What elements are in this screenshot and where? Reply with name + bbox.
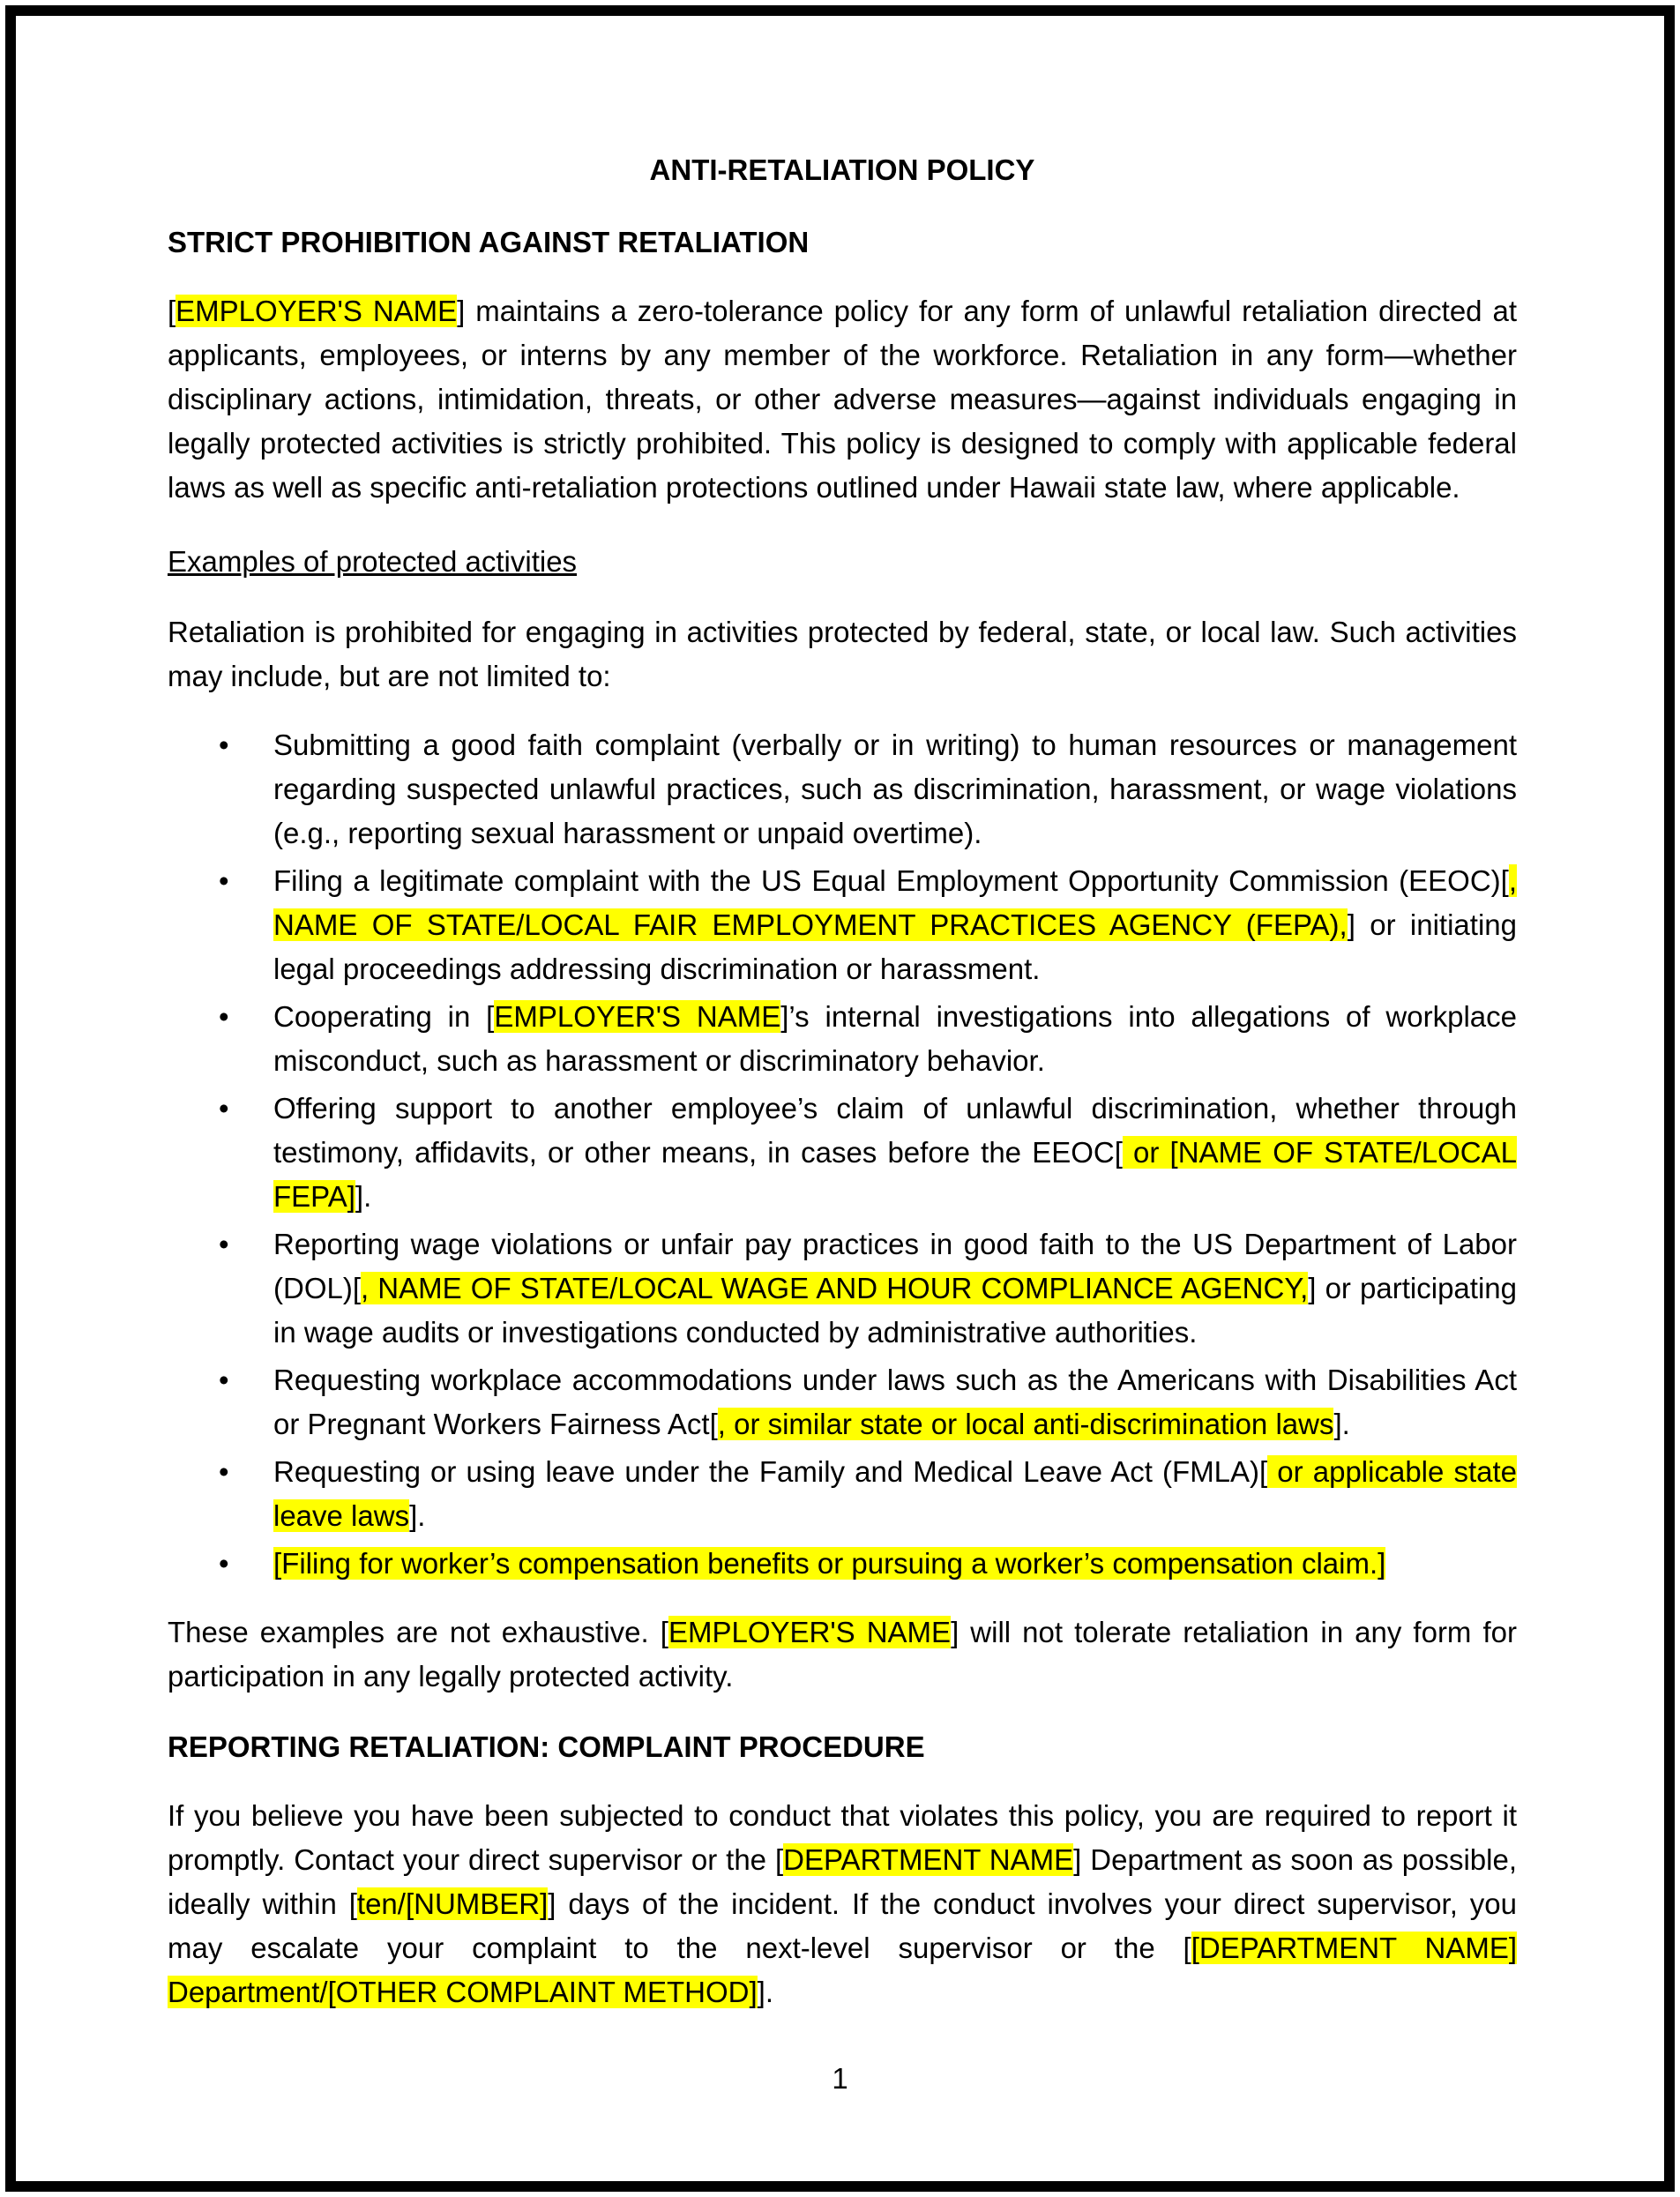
paragraph-intro xyxy=(168,289,1517,510)
text-run: Filing a legitimate complaint with the US Equal Employment Opportunity Commission (EEOC)[ xyxy=(273,864,1509,897)
bullet-icon: • xyxy=(219,1228,229,1260)
text-run: ] Department as soon as possible, ideally within [ xyxy=(168,1843,1517,1920)
highlighted-placeholder: [Filing for worker’s compensation benefits or pursuing a worker’s compensation claim.] xyxy=(273,1547,1386,1580)
page-number: 1 xyxy=(832,2062,848,2095)
paragraph-not-exhaustive xyxy=(168,1610,1517,1699)
text-run: Retaliation is prohibited for engaging in activities protected by federal, state, or local law. Such activities may include, but are not limited to: xyxy=(168,616,1517,692)
bullet-text xyxy=(273,859,1517,991)
bullet-workers-compensation xyxy=(168,1542,1517,1586)
text-run: [ xyxy=(168,295,176,327)
highlighted-placeholder: , NAME OF STATE/LOCAL FAIR EMPLOYMENT PRACTICES AGENCY (FEPA), xyxy=(273,864,1517,941)
text-run: Cooperating in [ xyxy=(273,1000,495,1033)
text-run: Requesting or using leave under the Family and Medical Leave Act (FMLA)[ xyxy=(273,1455,1268,1488)
highlighted-placeholder: EMPLOYER'S NAME xyxy=(175,295,458,327)
bullet-text xyxy=(273,723,1517,856)
bullet-reporting-wage-violations xyxy=(168,1222,1517,1355)
text-run: Submitting a good faith complaint (verbally or in writing) to human resources or management regarding suspected unlawful practices, such as discrimination, harassment, or wage violations (e.g., reporting sexual harassment or unpaid overtime). xyxy=(273,729,1517,849)
text-run: ]. xyxy=(409,1499,426,1532)
text-run: ]. xyxy=(757,1976,774,2008)
bullet-text xyxy=(273,1450,1517,1538)
text-run: ]. xyxy=(355,1180,372,1213)
highlighted-placeholder: , or similar state or local anti-discrimination laws xyxy=(717,1408,1334,1440)
text-run: Reporting wage violations or unfair pay practices in good faith to the US Department of Labor (DOL)[ xyxy=(273,1228,1517,1304)
document-content xyxy=(168,148,1517,2039)
bullet-good-faith-complaint xyxy=(168,723,1517,856)
bullet-text xyxy=(273,1087,1517,1219)
text-run: ] maintains a zero-tolerance policy for any form of unlawful retaliation directed at applicants, employees, or interns by any member of the workforce. Retaliation in any form—whether disciplinary actions, intimidation, threats, or other adverse measures—against individuals engaging in legally protected activities is strictly prohibited. This policy is designed to comply with applicable federal laws as well as specific anti-retaliation protections outlined under Hawaii state law, where applicable. xyxy=(168,295,1517,504)
subsection-heading-examples xyxy=(168,540,1517,584)
section-heading-strict-prohibition xyxy=(168,220,1517,265)
highlighted-placeholder: or [NAME OF STATE/LOCAL FEPA] xyxy=(273,1136,1518,1213)
bullet-icon: • xyxy=(219,864,229,897)
highlighted-placeholder: EMPLOYER'S NAME xyxy=(668,1616,952,1648)
bullet-icon: • xyxy=(219,1547,229,1580)
section-heading-reporting xyxy=(168,1725,1517,1769)
text-run: ]. xyxy=(1333,1408,1350,1440)
bullet-offering-support xyxy=(168,1087,1517,1219)
bullet-icon: • xyxy=(219,1000,229,1033)
highlighted-placeholder: [DEPARTMENT NAME] Department/[OTHER COMPLAINT METHOD] xyxy=(168,1932,1517,2008)
paragraph-examples-lead xyxy=(168,610,1517,699)
text-run: ] days of the incident. If the conduct involves your direct supervisor, you may escalate your complaint to the next-level supervisor or the [ xyxy=(168,1887,1517,1964)
doc-title xyxy=(168,148,1517,192)
highlighted-placeholder: or applicable state leave laws xyxy=(273,1455,1517,1532)
bullet-text xyxy=(273,1358,1517,1446)
bullet-icon: • xyxy=(219,1092,229,1125)
bullet-text xyxy=(273,1222,1517,1355)
text-run: ANTI-RETALIATION POLICY xyxy=(649,153,1035,186)
text-run: ] will not tolerate retaliation in any form for participation in any legally protected activity. xyxy=(168,1616,1517,1693)
bullet-text xyxy=(273,1542,1517,1586)
text-run: ] or participating in wage audits or investigations conducted by administrative authorities. xyxy=(273,1272,1517,1349)
highlighted-placeholder: EMPLOYER'S NAME xyxy=(494,1000,781,1033)
paragraph-complaint-procedure xyxy=(168,1794,1517,2014)
bullet-requesting-accommodations xyxy=(168,1358,1517,1446)
text-run: Examples of protected activities xyxy=(168,545,578,578)
text-run: These examples are not exhaustive. [ xyxy=(168,1616,668,1648)
text-run: Offering support to another employee’s claim of unlawful discrimination, whether through testimony, affidavits, or other means, in cases before the EEOC[ xyxy=(273,1092,1517,1169)
highlighted-placeholder: ten/[NUMBER] xyxy=(356,1887,549,1920)
bullet-icon: • xyxy=(219,1455,229,1488)
highlighted-placeholder: , NAME OF STATE/LOCAL WAGE AND HOUR COMPLIANCE AGENCY, xyxy=(361,1272,1309,1304)
bullet-icon: • xyxy=(219,729,229,761)
bullet-fmla-leave xyxy=(168,1450,1517,1538)
text-run: Requesting workplace accommodations under laws such as the Americans with Disabilities Act or Pregnant Workers Fairness Act[ xyxy=(273,1364,1517,1440)
bullet-eeoc-complaint xyxy=(168,859,1517,991)
text-run: ] or initiating legal proceedings addressing discrimination or harassment. xyxy=(273,908,1517,985)
bullet-cooperating-investigations xyxy=(168,995,1517,1083)
text-run: REPORTING RETALIATION: COMPLAINT PROCEDURE xyxy=(168,1730,925,1763)
text-run: ]’s internal investigations into allegations of workplace misconduct, such as harassment or discriminatory behavior. xyxy=(273,1000,1517,1077)
text-run: If you believe you have been subjected to conduct that violates this policy, you are required to report it promptly. Contact your direct supervisor or the [ xyxy=(168,1799,1517,1876)
bullet-icon: • xyxy=(219,1364,229,1396)
text-run: STRICT PROHIBITION AGAINST RETALIATION xyxy=(168,226,810,258)
highlighted-placeholder: DEPARTMENT NAME xyxy=(783,1843,1074,1876)
bullet-text xyxy=(273,995,1517,1083)
